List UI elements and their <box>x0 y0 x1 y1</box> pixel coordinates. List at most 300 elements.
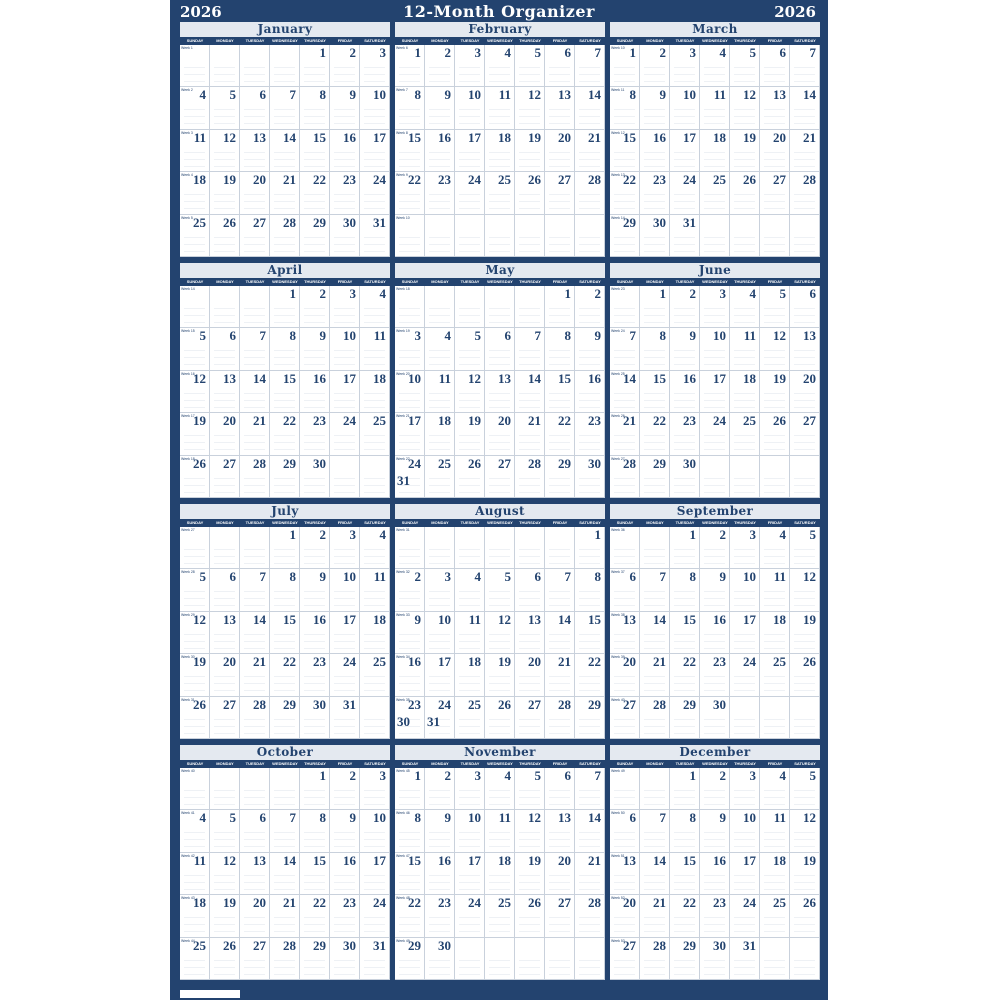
day-cell[interactable] <box>545 768 575 810</box>
day-cell[interactable] <box>485 456 515 498</box>
day-cell[interactable] <box>300 456 330 498</box>
day-cell[interactable] <box>270 569 300 611</box>
day-cell[interactable] <box>640 895 670 937</box>
day-cell[interactable] <box>300 654 330 696</box>
day-cell[interactable] <box>730 938 760 980</box>
day-cell[interactable] <box>790 45 820 87</box>
day-cell[interactable] <box>515 527 545 569</box>
day-cell[interactable] <box>425 286 455 328</box>
day-cell[interactable] <box>730 45 760 87</box>
day-cell[interactable] <box>485 768 515 810</box>
day-cell[interactable] <box>300 371 330 413</box>
day-cell[interactable] <box>240 654 270 696</box>
day-cell[interactable] <box>425 569 455 611</box>
day-cell[interactable] <box>640 938 670 980</box>
day-cell[interactable] <box>670 172 700 214</box>
day-cell[interactable] <box>360 527 390 569</box>
day-cell[interactable] <box>575 810 605 852</box>
day-cell[interactable] <box>210 328 240 370</box>
day-cell[interactable] <box>610 413 640 455</box>
day-cell[interactable] <box>360 172 390 214</box>
day-cell[interactable] <box>240 130 270 172</box>
day-cell[interactable] <box>455 130 485 172</box>
day-cell[interactable] <box>425 527 455 569</box>
day-cell[interactable] <box>760 697 790 739</box>
day-cell[interactable] <box>730 810 760 852</box>
day-cell[interactable] <box>455 768 485 810</box>
day-cell[interactable] <box>300 45 330 87</box>
day-cell[interactable] <box>455 697 485 739</box>
day-cell[interactable] <box>360 938 390 980</box>
day-cell[interactable] <box>360 286 390 328</box>
day-cell[interactable] <box>395 612 425 654</box>
day-cell[interactable] <box>670 371 700 413</box>
day-cell[interactable] <box>790 371 820 413</box>
day-cell[interactable] <box>790 413 820 455</box>
day-cell[interactable] <box>670 286 700 328</box>
day-cell[interactable] <box>545 612 575 654</box>
day-cell[interactable] <box>330 172 360 214</box>
day-cell[interactable] <box>425 697 455 739</box>
day-cell[interactable] <box>395 938 425 980</box>
day-cell[interactable] <box>640 456 670 498</box>
day-cell[interactable] <box>790 853 820 895</box>
day-cell[interactable] <box>485 130 515 172</box>
day-cell[interactable] <box>700 895 730 937</box>
day-cell[interactable] <box>240 172 270 214</box>
day-cell[interactable] <box>545 87 575 129</box>
day-cell[interactable] <box>730 87 760 129</box>
day-cell[interactable] <box>730 895 760 937</box>
day-cell[interactable] <box>270 87 300 129</box>
day-cell[interactable] <box>395 328 425 370</box>
day-cell[interactable] <box>240 456 270 498</box>
day-cell[interactable] <box>330 527 360 569</box>
day-cell[interactable] <box>240 215 270 257</box>
day-cell[interactable] <box>545 853 575 895</box>
day-cell[interactable] <box>640 768 670 810</box>
day-cell[interactable] <box>425 87 455 129</box>
day-cell[interactable] <box>455 527 485 569</box>
day-cell[interactable] <box>425 172 455 214</box>
day-cell[interactable] <box>790 215 820 257</box>
day-cell[interactable] <box>180 215 210 257</box>
day-cell[interactable] <box>640 45 670 87</box>
day-cell[interactable] <box>700 172 730 214</box>
day-cell[interactable] <box>760 456 790 498</box>
day-cell[interactable] <box>515 768 545 810</box>
day-cell[interactable] <box>640 654 670 696</box>
day-cell[interactable] <box>700 654 730 696</box>
day-cell[interactable] <box>610 853 640 895</box>
day-cell[interactable] <box>425 456 455 498</box>
day-cell[interactable] <box>360 371 390 413</box>
day-cell[interactable] <box>455 456 485 498</box>
day-cell[interactable] <box>670 328 700 370</box>
day-cell[interactable] <box>700 87 730 129</box>
day-cell[interactable] <box>395 654 425 696</box>
day-cell[interactable] <box>455 853 485 895</box>
day-cell[interactable] <box>790 286 820 328</box>
day-cell[interactable] <box>575 45 605 87</box>
day-cell[interactable] <box>700 286 730 328</box>
day-cell[interactable] <box>730 768 760 810</box>
day-cell[interactable] <box>700 810 730 852</box>
day-cell[interactable] <box>515 215 545 257</box>
day-cell[interactable] <box>240 328 270 370</box>
day-cell[interactable] <box>760 413 790 455</box>
day-cell[interactable] <box>610 371 640 413</box>
day-cell[interactable] <box>330 810 360 852</box>
day-cell[interactable] <box>670 130 700 172</box>
day-cell[interactable] <box>485 328 515 370</box>
day-cell[interactable] <box>425 654 455 696</box>
day-cell[interactable] <box>485 215 515 257</box>
day-cell[interactable] <box>670 612 700 654</box>
day-cell[interactable] <box>425 215 455 257</box>
day-cell[interactable] <box>640 853 670 895</box>
day-cell[interactable] <box>360 810 390 852</box>
day-cell[interactable] <box>300 328 330 370</box>
day-cell[interactable] <box>270 172 300 214</box>
day-cell[interactable] <box>330 895 360 937</box>
day-cell[interactable] <box>240 853 270 895</box>
day-cell[interactable] <box>545 413 575 455</box>
day-cell[interactable] <box>425 413 455 455</box>
day-cell[interactable] <box>300 810 330 852</box>
day-cell[interactable] <box>270 697 300 739</box>
day-cell[interactable] <box>670 654 700 696</box>
day-cell[interactable] <box>670 697 700 739</box>
day-cell[interactable] <box>180 895 210 937</box>
day-cell[interactable] <box>790 654 820 696</box>
day-cell[interactable] <box>210 938 240 980</box>
day-cell[interactable] <box>210 130 240 172</box>
day-cell[interactable] <box>545 172 575 214</box>
day-cell[interactable] <box>330 768 360 810</box>
day-cell[interactable] <box>270 45 300 87</box>
day-cell[interactable] <box>700 45 730 87</box>
day-cell[interactable] <box>640 371 670 413</box>
day-cell[interactable] <box>485 527 515 569</box>
day-cell[interactable] <box>730 612 760 654</box>
day-cell[interactable] <box>300 938 330 980</box>
day-cell[interactable] <box>760 895 790 937</box>
day-cell[interactable] <box>670 569 700 611</box>
day-cell[interactable] <box>330 130 360 172</box>
day-cell[interactable] <box>455 654 485 696</box>
day-cell[interactable] <box>270 215 300 257</box>
day-cell[interactable] <box>300 130 330 172</box>
day-cell[interactable] <box>210 413 240 455</box>
day-cell[interactable] <box>360 569 390 611</box>
day-cell[interactable] <box>670 768 700 810</box>
day-cell[interactable] <box>180 768 210 810</box>
day-cell[interactable] <box>670 413 700 455</box>
day-cell[interactable] <box>425 938 455 980</box>
day-cell[interactable] <box>395 87 425 129</box>
day-cell[interactable] <box>640 569 670 611</box>
day-cell[interactable] <box>240 768 270 810</box>
day-cell[interactable] <box>575 569 605 611</box>
day-cell[interactable] <box>640 810 670 852</box>
day-cell[interactable] <box>760 768 790 810</box>
day-cell[interactable] <box>670 853 700 895</box>
day-cell[interactable] <box>240 87 270 129</box>
day-cell[interactable] <box>270 810 300 852</box>
day-cell[interactable] <box>670 45 700 87</box>
day-cell[interactable] <box>700 938 730 980</box>
day-cell[interactable] <box>240 413 270 455</box>
day-cell[interactable] <box>575 768 605 810</box>
day-cell[interactable] <box>610 328 640 370</box>
day-cell[interactable] <box>575 527 605 569</box>
day-cell[interactable] <box>300 853 330 895</box>
day-cell[interactable] <box>610 286 640 328</box>
day-cell[interactable] <box>670 456 700 498</box>
day-cell[interactable] <box>425 768 455 810</box>
day-cell[interactable] <box>300 286 330 328</box>
day-cell[interactable] <box>515 938 545 980</box>
day-cell[interactable] <box>180 612 210 654</box>
day-cell[interactable] <box>395 215 425 257</box>
day-cell[interactable] <box>790 810 820 852</box>
day-cell[interactable] <box>485 87 515 129</box>
day-cell[interactable] <box>180 130 210 172</box>
day-cell[interactable] <box>515 130 545 172</box>
day-cell[interactable] <box>270 371 300 413</box>
day-cell[interactable] <box>455 45 485 87</box>
day-cell[interactable] <box>515 697 545 739</box>
day-cell[interactable] <box>700 569 730 611</box>
day-cell[interactable] <box>545 371 575 413</box>
day-cell[interactable] <box>455 172 485 214</box>
day-cell[interactable] <box>330 87 360 129</box>
day-cell[interactable] <box>640 413 670 455</box>
day-cell[interactable] <box>485 697 515 739</box>
day-cell[interactable] <box>515 569 545 611</box>
day-cell[interactable] <box>360 413 390 455</box>
day-cell[interactable] <box>455 938 485 980</box>
day-cell[interactable] <box>730 172 760 214</box>
day-cell[interactable] <box>485 853 515 895</box>
day-cell[interactable] <box>760 45 790 87</box>
day-cell[interactable] <box>700 612 730 654</box>
day-cell[interactable] <box>545 697 575 739</box>
day-cell[interactable] <box>515 371 545 413</box>
day-cell[interactable] <box>730 328 760 370</box>
day-cell[interactable] <box>360 853 390 895</box>
day-cell[interactable] <box>330 371 360 413</box>
day-cell[interactable] <box>575 456 605 498</box>
day-cell[interactable] <box>270 286 300 328</box>
day-cell[interactable] <box>485 612 515 654</box>
day-cell[interactable] <box>485 286 515 328</box>
day-cell[interactable] <box>270 612 300 654</box>
day-cell[interactable] <box>330 286 360 328</box>
day-cell[interactable] <box>270 130 300 172</box>
day-cell[interactable] <box>180 328 210 370</box>
day-cell[interactable] <box>790 697 820 739</box>
day-cell[interactable] <box>575 938 605 980</box>
day-cell[interactable] <box>545 654 575 696</box>
day-cell[interactable] <box>360 215 390 257</box>
day-cell[interactable] <box>240 895 270 937</box>
day-cell[interactable] <box>395 130 425 172</box>
day-cell[interactable] <box>455 569 485 611</box>
day-cell[interactable] <box>425 895 455 937</box>
day-cell[interactable] <box>610 45 640 87</box>
day-cell[interactable] <box>360 45 390 87</box>
day-cell[interactable] <box>485 810 515 852</box>
day-cell[interactable] <box>360 895 390 937</box>
day-cell[interactable] <box>270 853 300 895</box>
day-cell[interactable] <box>610 654 640 696</box>
day-cell[interactable] <box>485 569 515 611</box>
day-cell[interactable] <box>575 697 605 739</box>
day-cell[interactable] <box>730 413 760 455</box>
day-cell[interactable] <box>210 612 240 654</box>
day-cell[interactable] <box>515 328 545 370</box>
day-cell[interactable] <box>640 172 670 214</box>
day-cell[interactable] <box>730 527 760 569</box>
day-cell[interactable] <box>515 853 545 895</box>
day-cell[interactable] <box>180 371 210 413</box>
day-cell[interactable] <box>270 938 300 980</box>
day-cell[interactable] <box>395 286 425 328</box>
day-cell[interactable] <box>270 456 300 498</box>
day-cell[interactable] <box>360 456 390 498</box>
day-cell[interactable] <box>700 130 730 172</box>
day-cell[interactable] <box>330 853 360 895</box>
day-cell[interactable] <box>425 853 455 895</box>
day-cell[interactable] <box>240 286 270 328</box>
day-cell[interactable] <box>760 810 790 852</box>
day-cell[interactable] <box>180 527 210 569</box>
day-cell[interactable] <box>760 286 790 328</box>
day-cell[interactable] <box>180 569 210 611</box>
day-cell[interactable] <box>270 328 300 370</box>
day-cell[interactable] <box>395 371 425 413</box>
day-cell[interactable] <box>180 172 210 214</box>
day-cell[interactable] <box>670 895 700 937</box>
day-cell[interactable] <box>700 853 730 895</box>
day-cell[interactable] <box>790 328 820 370</box>
day-cell[interactable] <box>700 768 730 810</box>
day-cell[interactable] <box>760 328 790 370</box>
day-cell[interactable] <box>640 697 670 739</box>
day-cell[interactable] <box>270 895 300 937</box>
day-cell[interactable] <box>360 654 390 696</box>
day-cell[interactable] <box>730 456 760 498</box>
day-cell[interactable] <box>485 172 515 214</box>
day-cell[interactable] <box>545 527 575 569</box>
day-cell[interactable] <box>270 768 300 810</box>
day-cell[interactable] <box>575 371 605 413</box>
day-cell[interactable] <box>210 569 240 611</box>
day-cell[interactable] <box>545 215 575 257</box>
day-cell[interactable] <box>485 938 515 980</box>
day-cell[interactable] <box>790 456 820 498</box>
day-cell[interactable] <box>760 853 790 895</box>
day-cell[interactable] <box>395 768 425 810</box>
day-cell[interactable] <box>610 697 640 739</box>
day-cell[interactable] <box>730 286 760 328</box>
day-cell[interactable] <box>760 654 790 696</box>
day-cell[interactable] <box>330 569 360 611</box>
day-cell[interactable] <box>700 697 730 739</box>
day-cell[interactable] <box>180 697 210 739</box>
day-cell[interactable] <box>210 371 240 413</box>
day-cell[interactable] <box>300 172 330 214</box>
day-cell[interactable] <box>575 87 605 129</box>
day-cell[interactable] <box>360 768 390 810</box>
day-cell[interactable] <box>360 697 390 739</box>
day-cell[interactable] <box>545 895 575 937</box>
day-cell[interactable] <box>670 938 700 980</box>
day-cell[interactable] <box>180 810 210 852</box>
day-cell[interactable] <box>360 328 390 370</box>
day-cell[interactable] <box>240 938 270 980</box>
day-cell[interactable] <box>790 130 820 172</box>
day-cell[interactable] <box>300 527 330 569</box>
day-cell[interactable] <box>790 527 820 569</box>
day-cell[interactable] <box>300 612 330 654</box>
day-cell[interactable] <box>700 527 730 569</box>
day-cell[interactable] <box>790 895 820 937</box>
day-cell[interactable] <box>395 569 425 611</box>
day-cell[interactable] <box>485 654 515 696</box>
day-cell[interactable] <box>300 413 330 455</box>
day-cell[interactable] <box>700 328 730 370</box>
day-cell[interactable] <box>730 853 760 895</box>
day-cell[interactable] <box>700 456 730 498</box>
day-cell[interactable] <box>790 768 820 810</box>
day-cell[interactable] <box>640 286 670 328</box>
day-cell[interactable] <box>575 172 605 214</box>
day-cell[interactable] <box>300 768 330 810</box>
day-cell[interactable] <box>455 413 485 455</box>
day-cell[interactable] <box>210 697 240 739</box>
day-cell[interactable] <box>545 45 575 87</box>
day-cell[interactable] <box>610 895 640 937</box>
day-cell[interactable] <box>515 654 545 696</box>
day-cell[interactable] <box>575 130 605 172</box>
day-cell[interactable] <box>455 286 485 328</box>
day-cell[interactable] <box>575 286 605 328</box>
day-cell[interactable] <box>670 527 700 569</box>
day-cell[interactable] <box>180 87 210 129</box>
day-cell[interactable] <box>240 527 270 569</box>
day-cell[interactable] <box>455 895 485 937</box>
day-cell[interactable] <box>610 612 640 654</box>
day-cell[interactable] <box>180 654 210 696</box>
day-cell[interactable] <box>210 45 240 87</box>
day-cell[interactable] <box>575 654 605 696</box>
day-cell[interactable] <box>610 569 640 611</box>
day-cell[interactable] <box>790 87 820 129</box>
day-cell[interactable] <box>515 810 545 852</box>
day-cell[interactable] <box>455 371 485 413</box>
day-cell[interactable] <box>360 87 390 129</box>
day-cell[interactable] <box>240 371 270 413</box>
day-cell[interactable] <box>485 371 515 413</box>
day-cell[interactable] <box>180 45 210 87</box>
day-cell[interactable] <box>760 215 790 257</box>
day-cell[interactable] <box>330 654 360 696</box>
day-cell[interactable] <box>300 569 330 611</box>
day-cell[interactable] <box>730 215 760 257</box>
